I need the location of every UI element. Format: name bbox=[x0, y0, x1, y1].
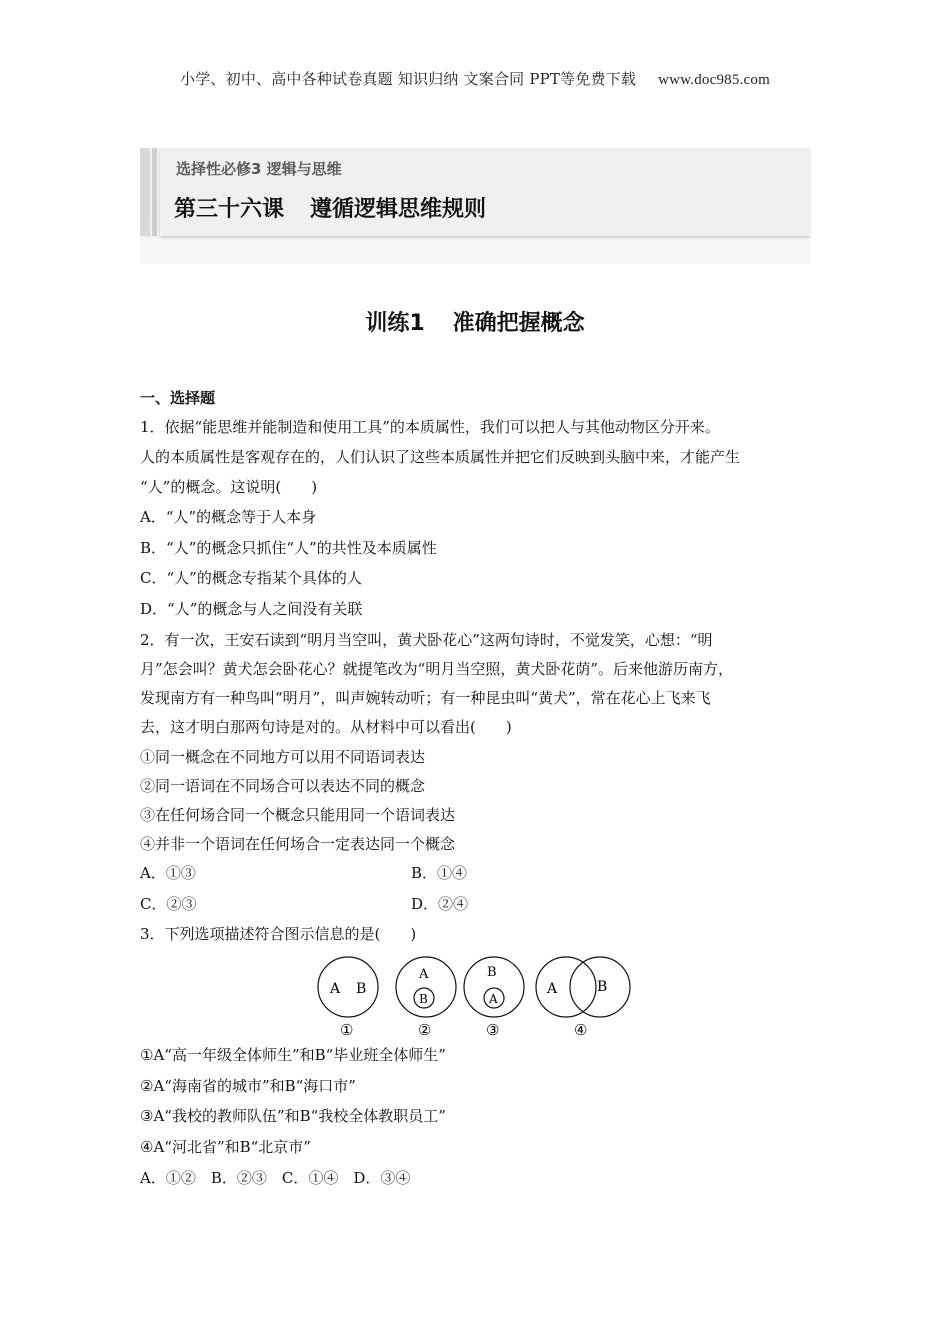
lesson-title: 遵循逻辑思维规则 bbox=[310, 197, 487, 222]
diagram-4 bbox=[536, 957, 630, 1039]
label-b: B bbox=[356, 981, 367, 997]
lesson-number: 第三十六课 bbox=[174, 197, 285, 222]
q1-stem-line: 1．依据“能思维并能制造和使用工具”的本质属性，我们可以把人与其他动物区分开来。 bbox=[140, 418, 720, 436]
section-heading: 一、选择题 bbox=[140, 389, 216, 407]
q2-option-b: B．①④ bbox=[411, 864, 468, 882]
label-b: B bbox=[487, 965, 497, 980]
lesson-heading bbox=[174, 192, 486, 223]
q2-item: ④并非一个语词在任何场合一定表达同一个概念 bbox=[140, 835, 456, 853]
number-2: ② bbox=[418, 1021, 432, 1039]
diagram-3 bbox=[464, 957, 524, 1039]
q2-item: ③在任何场合同一个概念只能用同一个语词表达 bbox=[140, 806, 456, 824]
q2-item: ①同一概念在不同地方可以用不同语词表达 bbox=[140, 748, 426, 766]
q3-item: ①A“高一年级全体师生”和B“毕业班全体师生” bbox=[140, 1046, 446, 1064]
q1-stem-line: “人”的概念。这说明( ) bbox=[140, 478, 318, 496]
q1-option-d: D．“人”的概念与人之间没有关联 bbox=[140, 600, 363, 618]
q1-stem-line: 人的本质属性是客观存在的，人们认识了这些本质属性并把它们反映到头脑中来，才能产生 bbox=[140, 448, 741, 466]
q2-stem-line: 月”怎会叫？黄犬怎会卧花心？就提笔改为“明月当空照，黄犬卧花荫”。后来他游历南方， bbox=[140, 660, 734, 678]
q2-option-c: C．②③ bbox=[140, 895, 197, 913]
circle-ab-same bbox=[318, 957, 378, 1017]
q2-option-a: A．①③ bbox=[140, 864, 196, 882]
label-a: A bbox=[419, 967, 429, 982]
label-b: B bbox=[597, 979, 608, 995]
q3-item: ②A“海南省的城市”和B“海口市” bbox=[140, 1077, 356, 1095]
q3-item: ④A“河北省”和B“北京市” bbox=[140, 1138, 311, 1156]
circle-a-overlap bbox=[536, 957, 596, 1017]
number-1: ① bbox=[340, 1021, 354, 1039]
label-a: A bbox=[547, 981, 558, 997]
q2-stem-line: 发现南方有一种鸟叫“明月”，叫声婉转动听；有一种昆虫叫“黄犬”，常在花心上飞来飞 bbox=[140, 689, 711, 707]
q3-stem: 3．下列选项描述符合图示信息的是( ) bbox=[140, 925, 417, 943]
number-3: ③ bbox=[486, 1021, 500, 1039]
q3-item: ③A“我校的教师队伍”和B“我校全体教职员工” bbox=[140, 1107, 446, 1125]
label-a: A bbox=[330, 981, 341, 997]
diagram-2 bbox=[396, 957, 456, 1039]
q2-option-d: D．②④ bbox=[411, 895, 469, 913]
exercise-topic: 准确把握概念 bbox=[452, 311, 585, 336]
banner-subtitle: 选择性必修3 逻辑与思维 bbox=[176, 160, 342, 178]
page-header bbox=[0, 68, 950, 89]
q2-item: ②同一语词在不同场合可以表达不同的概念 bbox=[140, 777, 426, 795]
q1-option-a: A．“人”的概念等于人本身 bbox=[140, 508, 317, 526]
q2-stem-line: 2．有一次，王安石读到“明月当空叫，黄犬卧花心”这两句诗时，不觉发笑，心想：“明 bbox=[140, 631, 713, 649]
venn-diagram bbox=[313, 953, 643, 1043]
label-b: B bbox=[419, 992, 428, 1006]
q1-option-b: B．“人”的概念只抓住“人”的共性及本质属性 bbox=[140, 539, 437, 557]
label-a: A bbox=[489, 992, 498, 1006]
exercise-title bbox=[0, 306, 950, 337]
q3-options: A．①② B．②③ C．①④ D．③④ bbox=[140, 1169, 411, 1187]
exercise-label: 训练1 bbox=[365, 311, 425, 336]
site-url[interactable]: www.doc985.com bbox=[658, 72, 770, 88]
number-4: ④ bbox=[574, 1021, 588, 1039]
diagram-1 bbox=[318, 957, 378, 1039]
q2-stem-line: 去，这才明白那两句诗是对的。从材料中可以看出( ) bbox=[140, 718, 512, 736]
site-text: 小学、初中、高中各种试卷真题 知识归纳 文案合同 PPT等免费下载 bbox=[180, 70, 637, 88]
q1-option-c: C．“人”的概念专指某个具体的人 bbox=[140, 569, 362, 587]
chapter-banner bbox=[140, 148, 810, 264]
